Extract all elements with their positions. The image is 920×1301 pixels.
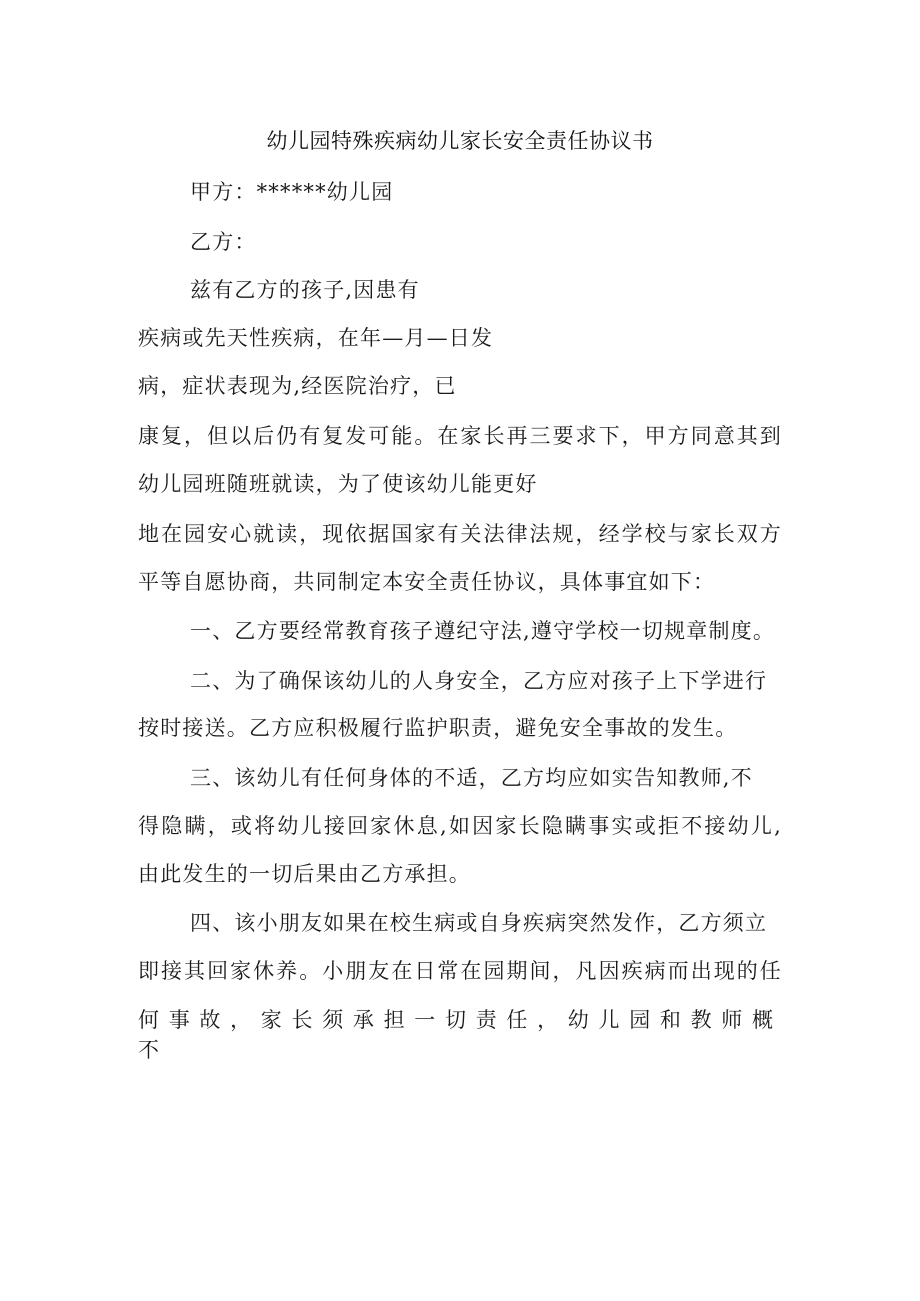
clause-3-line-3: 由此发生的一切后果由乙方承担。 [138,862,471,886]
clause-3-line-2: 得隐瞒，或将幼儿接回家休息,如因家长隐瞒事实或拒不接幼儿, [138,814,782,838]
document-title: 幼儿园特殊疾病幼儿家长安全责任协议书 [266,129,654,153]
clause-1-line: 一、乙方要经常教育孩子遵纪守法,遵守学校一切规章制度。 [190,619,776,643]
body-line-1: 兹有乙方的孩子,因患有 [190,278,420,302]
body-line-4: 康复，但以后仍有复发可能。在家长再三要求下，甲方同意其到 [138,424,782,448]
body-line-2: 疾病或先天性疾病，在年—月—日发 [138,326,494,350]
clause-2-line-2: 按时接送。乙方应积极履行监护职责，避免安全事故的发生。 [138,716,738,740]
clause-3-line-1: 三、该幼儿有任何身体的不适，乙方均应如实告知教师,不 [190,766,753,790]
body-line-3: 病，症状表现为,经医院治疗，已 [138,374,457,398]
party-b-line: 乙方： [190,230,257,254]
clause-4-line-3: 何事故，家长须承担一切责任，幼儿园和教师概不 [138,1008,782,1062]
clause-4-line-2: 即接其回家休养。小朋友在日常在园期间，凡因疾病而出现的任 [138,959,782,983]
clause-2-line-1: 二、为了确保该幼儿的人身安全，乙方应对孩子上下学进行 [190,669,768,693]
clause-4-line-1: 四、该小朋友如果在校生病或自身疾病突然发作，乙方须立 [190,911,768,935]
body-line-5: 幼儿园班随班就读，为了使该幼儿能更好 [138,472,538,496]
body-line-6: 地在园安心就读，现依据国家有关法律法规，经学校与家长双方 [138,522,782,546]
party-a-line: 甲方：******幼儿园 [190,180,394,204]
body-line-7: 平等自愿协商，共同制定本安全责任协议，具体事宜如下： [138,570,716,594]
